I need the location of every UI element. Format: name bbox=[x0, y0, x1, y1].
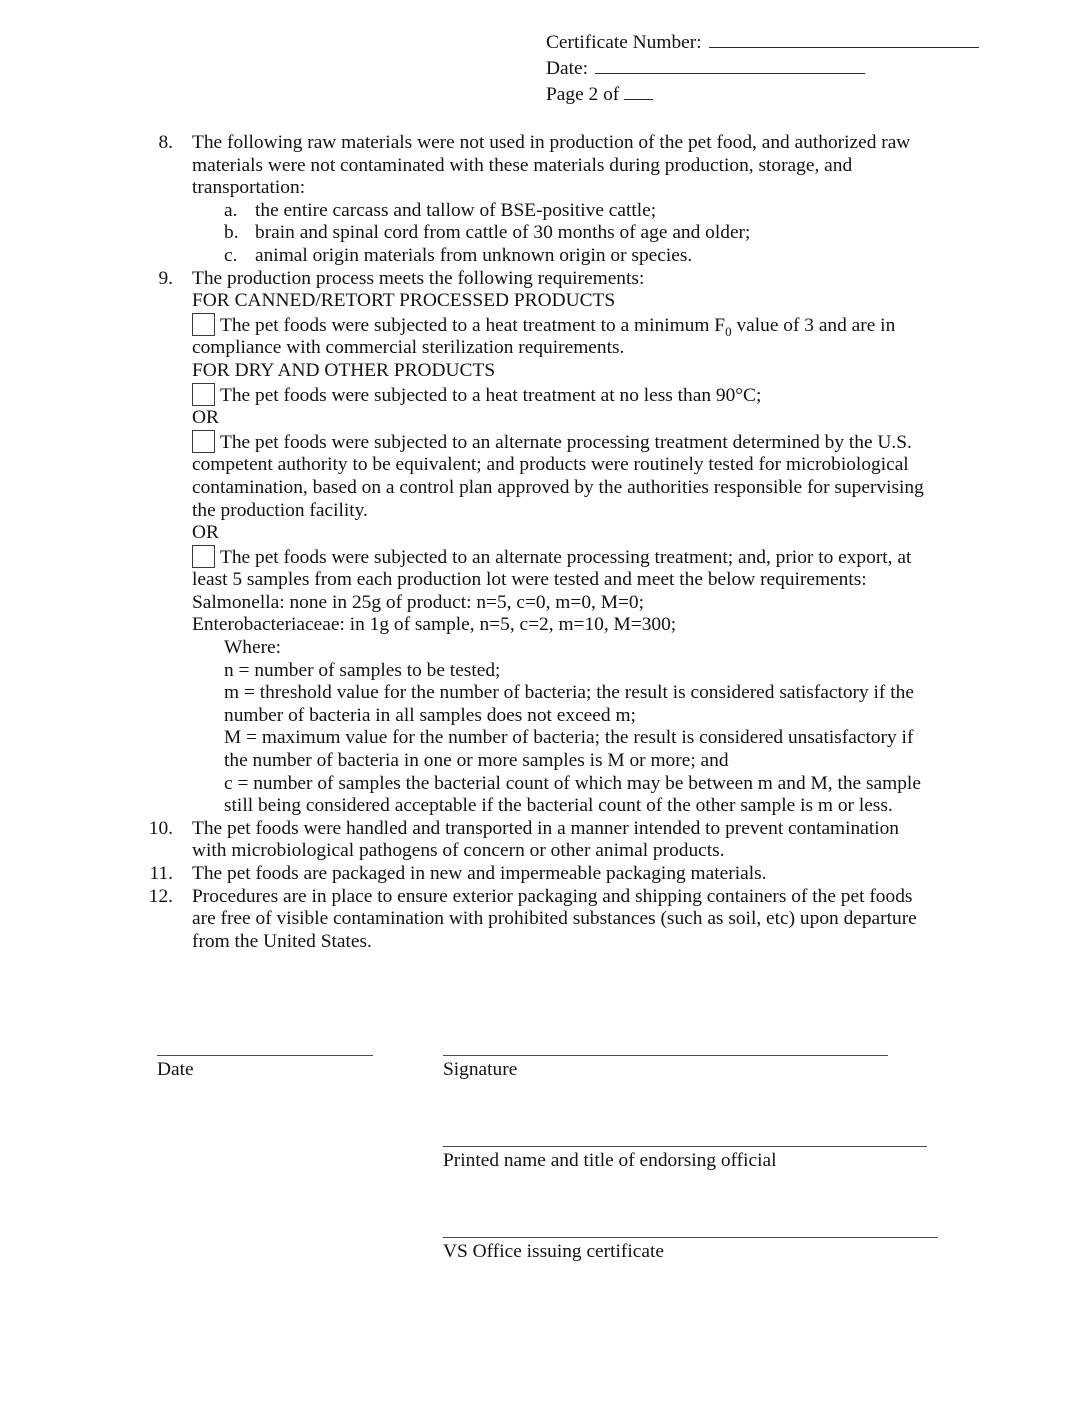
item-12-body bbox=[192, 886, 930, 954]
item-8c-text: animal origin materials from unknown origin or species. bbox=[255, 244, 693, 266]
page-header bbox=[546, 30, 979, 108]
item-11-text: The pet foods are packaged in new and impermeable packaging materials. bbox=[192, 863, 767, 884]
signature-line-label: Signature bbox=[443, 1059, 518, 1080]
item-8-number: 8. bbox=[158, 132, 173, 153]
printed-name-label: Printed name and title of endorsing official bbox=[443, 1150, 777, 1171]
printed-name-group bbox=[443, 1146, 927, 1173]
dry-heat-text: The pet foods were subjected to a heat treatment at no less than 90°C; bbox=[220, 384, 762, 406]
definition-c: c = number of samples the bacterial count of which may be between m and M, the sample still being considered acceptable if the bacterial count of the other sample is m or less. bbox=[224, 772, 921, 817]
item-8-sublist bbox=[224, 200, 930, 268]
signature-group bbox=[443, 1055, 888, 1082]
definition-n: n = number of samples to be tested; bbox=[224, 659, 501, 681]
definitions-block bbox=[224, 637, 930, 818]
alternate-equivalent-text: The pet foods were subjected to an alternate processing treatment determined by the U.S. competent authority to be equivalent; and products were routinely tested for microbiological contamination, based on a control plan approved by the authorities responsible for supervising the production facility. bbox=[192, 431, 924, 521]
item-8c-letter: c. bbox=[224, 244, 238, 266]
vs-office-label: VS Office issuing certificate bbox=[443, 1241, 664, 1262]
list-item-8b bbox=[224, 222, 930, 245]
list-item-10 bbox=[140, 818, 930, 863]
item-12-number: 12. bbox=[148, 885, 173, 907]
dry-heat-checkbox[interactable] bbox=[192, 383, 215, 406]
item-12-text: Procedures are in place to ensure exterior packaging and shipping containers of the pet foods are free of visible contamination with prohibited substances (such as soil, etc) upon departure from the United States. bbox=[192, 885, 917, 952]
where-label: Where: bbox=[224, 637, 282, 659]
or-label-2: OR bbox=[192, 522, 219, 544]
f0-subscript: 0 bbox=[725, 323, 732, 339]
vs-office-group bbox=[443, 1237, 938, 1264]
or-label-1: OR bbox=[192, 407, 219, 429]
definition-M: M = maximum value for the number of bacteria; the result is considered unsatisfactory if the number of bacteria in one or more samples is M or more; and bbox=[224, 727, 914, 772]
list-item-9 bbox=[140, 268, 930, 818]
list-item-11 bbox=[140, 863, 930, 886]
list-item-12 bbox=[140, 886, 930, 954]
list-item-8c bbox=[224, 245, 930, 268]
salmonella-requirement: Salmonella: none in 25g of product: n=5, c=0, m=0, M=0; bbox=[192, 591, 644, 613]
alternate-sampled-checkbox[interactable] bbox=[192, 545, 215, 568]
date-label: Date: bbox=[546, 58, 588, 79]
enterobacteriaceae-requirement: Enterobacteriaceae: in 1g of sample, n=5, c=2, m=10, M=300; bbox=[192, 614, 677, 636]
canned-retort-option bbox=[192, 313, 930, 360]
alternate-equivalent-checkbox[interactable] bbox=[192, 430, 215, 453]
definition-m: m = threshold value for the number of bacteria; the result is considered satisfactory if the number of bacteria in all samples does not exceed m; bbox=[224, 682, 914, 726]
item-11-number: 11. bbox=[149, 863, 173, 884]
alternate-sampled-text: The pet foods were subjected to an alternate processing treatment; and, prior to export, at least 5 samples from each production lot were tested and meet the below requirements: bbox=[192, 546, 912, 591]
certification-statements bbox=[140, 132, 930, 953]
canned-retort-heading: FOR CANNED/RETORT PROCESSED PRODUCTS bbox=[192, 290, 616, 312]
total-pages-field[interactable] bbox=[624, 82, 653, 100]
item-8a-text: the entire carcass and tallow of BSE-positive cattle; bbox=[255, 199, 657, 221]
certificate-number-row bbox=[546, 30, 979, 56]
item-8b-text: brain and spinal cord from cattle of 30 months of age and older; bbox=[255, 222, 751, 244]
item-10-text: The pet foods were handled and transported in a manner intended to prevent contamination with microbiological pathogens of concern or other animal products. bbox=[192, 817, 899, 862]
item-9-body bbox=[192, 268, 930, 818]
item-8a-letter: a. bbox=[224, 199, 238, 221]
item-9-number: 9. bbox=[158, 267, 173, 289]
item-8-text: The following raw materials were not used in production of the pet food, and authorized raw materials were not contaminated with these materials during production, storage, and transportation: bbox=[192, 132, 911, 199]
date-line-label: Date bbox=[157, 1059, 194, 1080]
item-11-body bbox=[192, 863, 930, 886]
item-10-body bbox=[192, 818, 930, 863]
certificate-number-field[interactable] bbox=[709, 30, 979, 48]
list-item-8a bbox=[224, 200, 930, 223]
item-9-intro: The production process meets the following requirements: bbox=[192, 267, 645, 289]
alternate-sampled-option bbox=[192, 545, 930, 592]
dry-heat-option bbox=[192, 383, 930, 408]
canned-retort-text-post: value of 3 and are in compliance with commercial sterilization requirements. bbox=[192, 314, 896, 359]
certificate-number-label: Certificate Number: bbox=[546, 32, 702, 53]
date-row bbox=[546, 56, 979, 82]
canned-retort-text-pre: The pet foods were subjected to a heat treatment to a minimum F bbox=[220, 314, 726, 336]
dry-products-heading: FOR DRY AND OTHER PRODUCTS bbox=[192, 359, 496, 381]
page-number-label: Page 2 of bbox=[546, 84, 620, 105]
date-field[interactable] bbox=[595, 56, 865, 74]
alternate-equivalent-option bbox=[192, 430, 930, 522]
date-signature-group bbox=[157, 1055, 373, 1082]
page-number-row bbox=[546, 82, 979, 108]
canned-retort-checkbox[interactable] bbox=[192, 313, 215, 336]
item-10-number: 10. bbox=[148, 817, 173, 839]
item-8-body bbox=[192, 132, 930, 268]
item-8b-letter: b. bbox=[224, 222, 239, 244]
list-item-8 bbox=[140, 132, 930, 268]
